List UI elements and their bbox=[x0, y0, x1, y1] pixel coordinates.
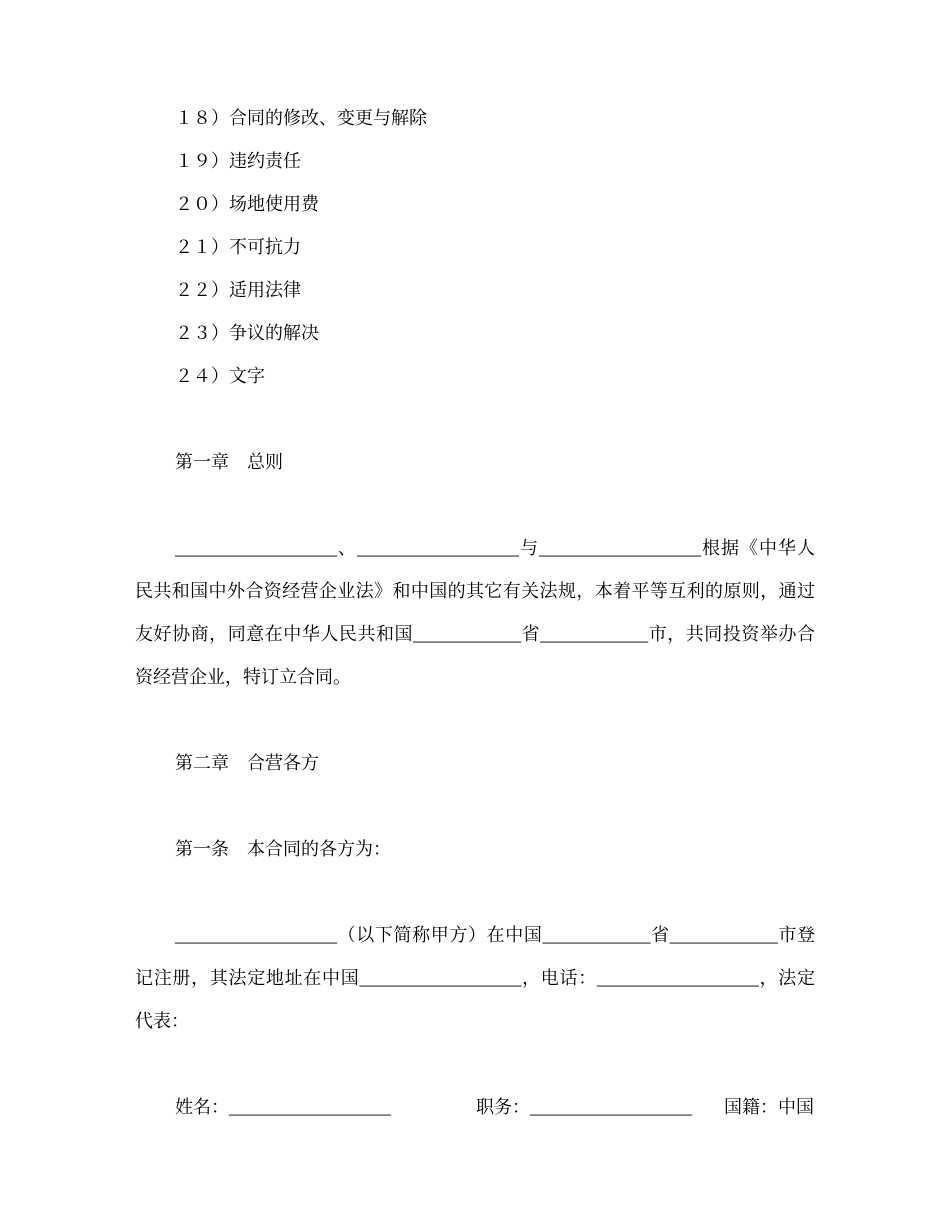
toc-item-23: ２３）争议的解决 bbox=[175, 323, 319, 343]
toc-item-24: ２４）文字 bbox=[175, 366, 265, 386]
article-1-title: 第一条 本合同的各方为： bbox=[175, 839, 391, 859]
chapter-2-heading: 第二章 合营各方 bbox=[175, 753, 319, 773]
chapter-1-heading: 第一章 总则 bbox=[175, 452, 283, 472]
position-field: 职务：__________________ bbox=[476, 1097, 692, 1117]
toc-item-20: ２０）场地使用费 bbox=[175, 194, 319, 214]
toc-item-21: ２１）不可抗力 bbox=[175, 237, 301, 257]
representative-info-line bbox=[135, 1086, 815, 1129]
toc-item-18: １８）合同的修改、变更与解除 bbox=[175, 108, 427, 128]
name-field: 姓名：__________________ bbox=[175, 1097, 391, 1117]
chapter-1-paragraph: __________________、__________________与__________________根据《中华人民共和国中外合资经营企业法》和中国的其它有关法规，本着平等互利的原则，通过友好协商，同意在中华人民共和国____________省____________市，共同投资举办合资经营企业，特订立合同。 bbox=[135, 538, 815, 687]
nationality-field: 国籍：中国 bbox=[724, 1097, 814, 1117]
toc-item-22: ２２）适用法律 bbox=[175, 280, 301, 300]
table-of-contents bbox=[135, 97, 815, 398]
party-a-paragraph: __________________（以下简称甲方）在中国____________省____________市登记注册，其法定地址在中国__________________，电话：__________________，法定代表： bbox=[135, 925, 815, 1031]
toc-item-19: １９）违约责任 bbox=[175, 151, 301, 171]
